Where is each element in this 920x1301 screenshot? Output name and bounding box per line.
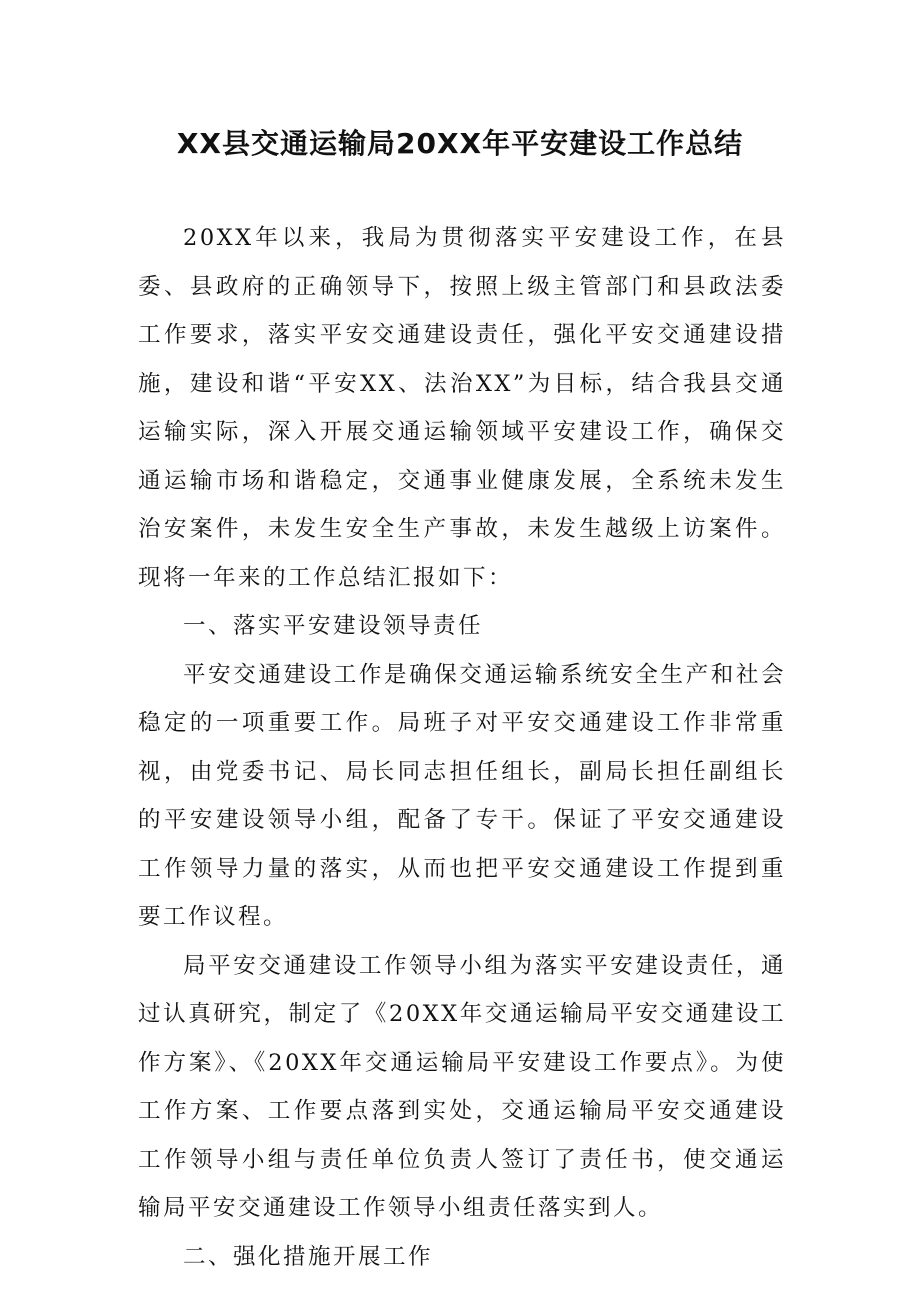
intro-paragraph: 20XX年以来，我局为贯彻落实平安建设工作，在县委、县政府的正确领导下，按照上级主管部门和县政法委工作要求，落实平安交通建设责任，强化平安交通建设措施，建设和谐“平安XX、法治XX”为目标，结合我县交通运输实际，深入开展交通运输领域平安建设工作，确保交通运输市场和谐稳定，交通事业健康发展，全系统未发生治安案件，未发生安全生产事故，未发生越级上访案件。现将一年来的工作总结汇报如下： bbox=[138, 225, 786, 591]
section-heading-2: 二、强化措施开展工作 bbox=[183, 1243, 434, 1270]
document-body bbox=[138, 214, 786, 1281]
body-paragraph: 局平安交通建设工作领导小组为落实平安建设责任，通过认真研究，制定了《20XX年交通运输局平安交通建设工作方案》、《20XX年交通运输局平安建设工作要点》。为使工作方案、工作要点落到实处，交通运输局平安交通建设工作领导小组与责任单位负责人签订了责任书，使交通运输局平安交通建设工作领导小组责任落实到人。 bbox=[138, 952, 786, 1221]
body-paragraph: 平安交通建设工作是确保交通运输系统安全生产和社会稳定的一项重要工作。局班子对平安交通建设工作非常重视，由党委书记、局长同志担任组长，副局长担任副组长的平安建设领导小组，配备了专干。保证了平安交通建设工作领导力量的落实，从而也把平安交通建设工作提到重要工作议程。 bbox=[138, 661, 786, 930]
section-heading-1: 一、落实平安建设领导责任 bbox=[183, 613, 484, 639]
document-title: XX县交通运输局20XX年平安建设工作总结 bbox=[176, 127, 744, 160]
